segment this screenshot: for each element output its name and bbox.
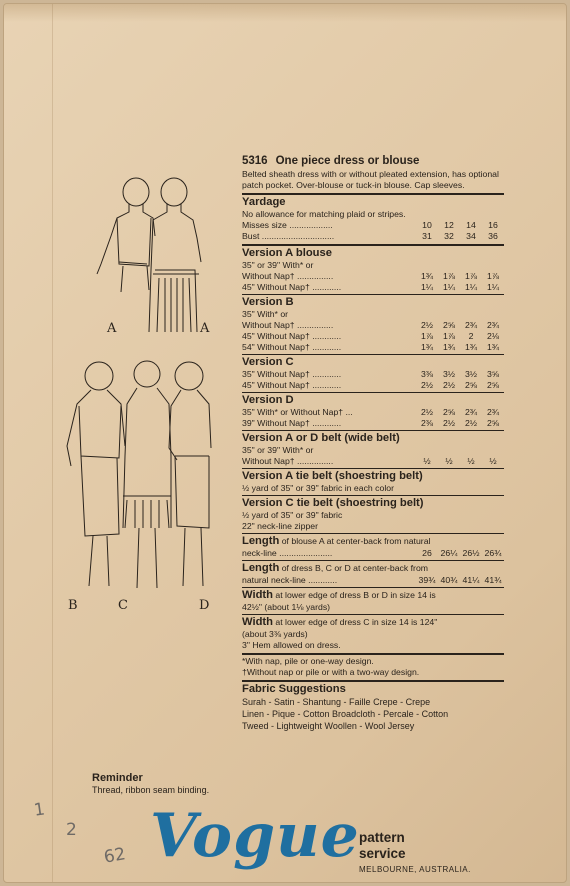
row-value: 2⅝ [442,320,456,330]
row-value: 1¾ [420,271,434,281]
row-label: 45" Without Nap† ............ [242,331,342,341]
divider [242,587,504,588]
divider [242,468,504,469]
row-value: 2 [468,331,474,341]
row-label: 35" or 39" With* or [242,260,314,270]
size-row: Misses size .................. 10 12 14 16 [242,220,498,230]
versionD-row [242,418,504,429]
row-label: Without Nap† ............... [242,456,334,466]
divider [242,430,504,431]
divider [242,560,504,561]
figure-label-d: D [199,598,210,613]
row-value: 1⅞ [420,331,434,341]
divider [242,193,504,195]
tie-a-text: ½ yard of 35" or 39" fabric in each color [242,483,395,493]
section-version-c [242,356,504,391]
row-value: 3⅜ [420,369,434,379]
divider [242,533,504,534]
with-nap-note: *With nap, pile or one-way design. [242,656,374,666]
divider [242,294,504,295]
bust-row: Bust .............................. 31 32 34 36 [242,231,498,241]
row-value: ½ [445,456,453,466]
divider [242,653,504,655]
pencil-mark-3: 62 [102,844,128,868]
row-value: ½ [489,456,497,466]
length-blouse-row: neck-line ...................... 26 26¼ 26½ 26¾ [242,548,502,558]
location: MELBOURNE, AUSTRALIA. [359,865,471,874]
divider [242,244,504,246]
torn-top-edge [4,4,566,22]
row-value: 1¼ [442,282,456,292]
versionA-row [242,282,504,293]
row-value: ½ [423,456,431,466]
row-value: 2½ [420,320,434,330]
width-c: Width at lower edge of dress C in size 14 is 124" [242,616,438,628]
row-value: 2⅛ [486,331,500,341]
row-value: 2¾ [464,320,478,330]
versionC-row [242,380,504,391]
row-label: 45" Without Nap† ............ [242,282,342,292]
versionA-row [242,271,504,282]
row-value: 1¼ [464,282,478,292]
width-bd-yards: 42½" (about 1⅛ yards) [242,602,331,612]
row-label: Without Nap† ............... [242,271,334,281]
row-value: 2½ [420,407,434,417]
length-blouse: Length of blouse A at center-back from natural [242,535,431,547]
row-value: 1⅞ [464,271,478,281]
row-label: 45" Without Nap† ............ [242,380,342,390]
row-value: 2½ [442,380,456,390]
service-line-2: service [359,846,406,861]
row-value: 2¾ [486,407,500,417]
yardage-note: No allowance for matching plaid or stripes. [242,209,406,219]
figure-label-a1: A [107,321,117,336]
row-label: 39" Without Nap† ............ [242,418,342,428]
row-value: 1⅞ [486,271,500,281]
section-version-a [242,247,504,293]
yardage-chart [242,154,504,732]
pattern-envelope [3,3,567,883]
row-value: 2⅝ [486,418,500,428]
reminder-box [92,772,222,796]
fabric-title: Fabric Suggestions [242,683,346,695]
row-value: 1¾ [442,342,456,352]
versionA-title: Version A blouse [242,247,332,259]
row-value: 1¾ [420,342,434,352]
row-value: 2¾ [486,320,500,330]
row-value: 1¼ [420,282,434,292]
without-nap-note: †Without nap or pile or with a two-way design. [242,667,420,677]
pencil-mark-2: 2 [66,820,77,840]
yardage-title: Yardage [242,196,286,208]
versionD-row [242,407,504,418]
tie-c-text: ½ yard of 35" or 39" fabric [242,510,343,520]
versionC-title: Version C [242,356,294,368]
section-belt-ad [242,432,504,467]
pattern-header [242,154,504,168]
versionB-title: Version B [242,296,294,308]
reminder-text: Thread, ribbon seam binding. [92,785,210,795]
versionC-row [242,369,504,380]
row-value: 1⅞ [442,271,456,281]
fold-line [52,4,53,882]
divider [242,392,504,393]
row-value: 2⅝ [464,380,478,390]
hem-text: 3" Hem allowed on dress. [242,640,341,650]
figure-label-a2: A [200,321,210,336]
row-value: 3⅝ [486,369,500,379]
divider [242,680,504,682]
pencil-mark-1: 1 [32,799,47,821]
row-value: 3½ [464,369,478,379]
row-value: 2¾ [464,407,478,417]
row-value: 1¼ [486,282,500,292]
tie-c-title: Version C tie belt (shoestring belt) [242,497,424,509]
tie-a-title: Version A tie belt (shoestring belt) [242,470,423,482]
row-value: 2½ [464,418,478,428]
pattern-service [359,830,471,878]
length-dress: Length of dress B, C or D at center-back from [242,562,429,574]
row-label: 35" With* or Without Nap† ... [242,407,353,417]
row-label: Without Nap† ............... [242,320,334,330]
beltAD-row [242,445,504,456]
divider [242,614,504,615]
versionA-row [242,260,504,271]
versionB-row [242,309,504,320]
row-value: 1⅞ [442,331,456,341]
row-value: 3½ [442,369,456,379]
row-label: 35" Without Nap† ............ [242,369,342,379]
row-value: 1¾ [486,342,500,352]
zipper-text: 22" neck-line zipper [242,521,319,531]
reminder-title: Reminder [92,772,143,784]
versionD-title: Version D [242,394,294,406]
row-value: 2⅜ [420,418,434,428]
service-line-1: pattern [359,830,405,845]
section-version-d [242,394,504,429]
versionB-row [242,331,504,342]
fabric-line-2: Linen - Pique - Cotton Broadcloth - Percale - Cotton [242,709,449,719]
row-value: 2⅝ [442,407,456,417]
illustration-dresses-bcd [59,356,234,596]
versionB-row [242,342,504,353]
vogue-logo: Vogue [150,801,360,871]
row-value: 1¾ [464,342,478,352]
fabric-line-3: Tweed - Lightweight Woollen - Wool Jersey [242,721,415,731]
beltAD-row [242,456,504,467]
divider [242,354,504,355]
row-label: 54" Without Nap† ............ [242,342,342,352]
row-value: 2⅝ [486,380,500,390]
width-c-yards: (about 3⅜ yards) [242,629,308,639]
versionB-row [242,320,504,331]
figure-label-b: B [68,598,78,613]
section-version-b [242,296,504,353]
beltAD-title: Version A or D belt (wide belt) [242,432,400,444]
figure-label-c: C [118,598,128,613]
pattern-description: Belted sheath dress with or without pleated extension, has optional patch pocket. Over-blouse or tuck-in blouse. Cap sleeves. [242,169,499,190]
width-bd: Width at lower edge of dress B or D in size 14 is [242,589,436,601]
row-value: 2½ [420,380,434,390]
pattern-title: One piece dress or blouse [275,155,420,167]
row-label: 35" or 39" With* or [242,445,314,455]
divider [242,495,504,496]
row-label: 35" With* or [242,309,289,319]
fabric-line-1: Surah - Satin - Shantung - Faille Crepe - Crepe [242,697,431,707]
illustration-blouse-a [89,174,209,339]
row-value: ½ [467,456,475,466]
row-value: 2½ [442,418,456,428]
length-dress-row: natural neck-line ............ 39¾ 40¾ 41¼ 41¾ [242,575,502,585]
pattern-number: 5316 [242,155,268,167]
